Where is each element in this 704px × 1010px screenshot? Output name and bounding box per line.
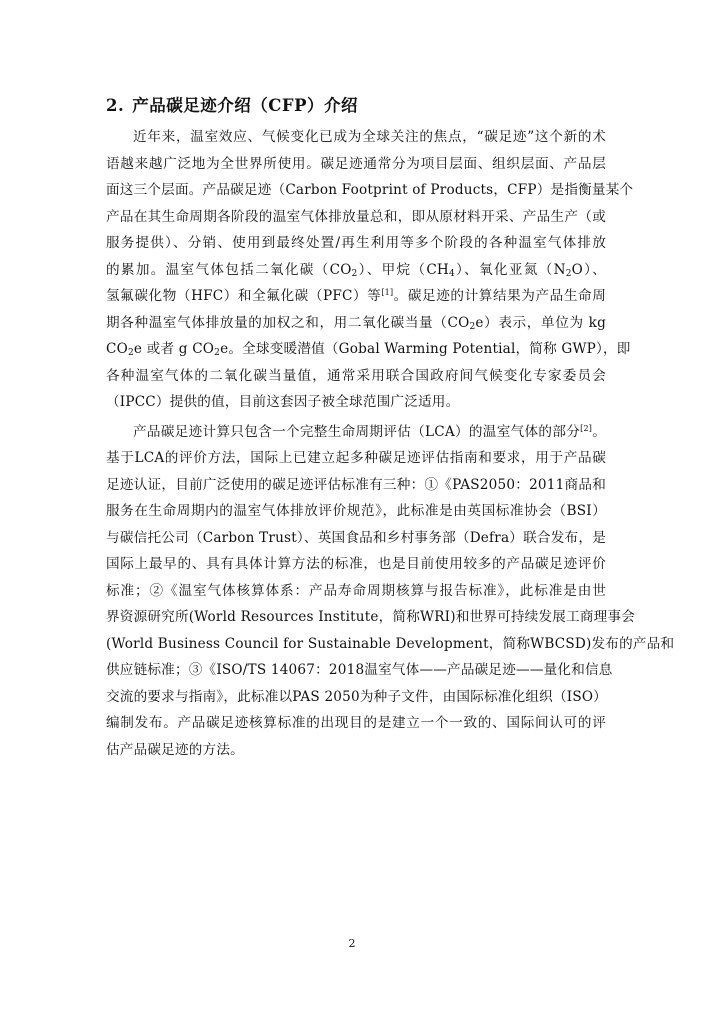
text-fragment: e）表示，单位为 kg (475, 314, 606, 331)
subscript: 2 (214, 348, 221, 358)
text-line (106, 283, 606, 310)
text-line: 供应链标准；③《ISO/TS 14067：2018温室气体——产品碳足迹——量化和信息 (106, 662, 613, 678)
section-heading (106, 92, 358, 116)
text-line: 服务在生命周期内的温室气体排放评价规范》，此标准是由英国标准协会（BSI） (106, 503, 606, 519)
subscript: 2 (565, 268, 572, 279)
text-line: (World Business Council for Sustainable Development，简称WBCSD)发布的产品和 (106, 635, 675, 652)
paragraph-intro (106, 124, 634, 416)
text-fragment: CO (106, 341, 128, 357)
text-line: 近年来，温室效应、气候变化已成为全球关注的焦点，“碳足迹”这个新的术 (133, 129, 606, 145)
text-line (106, 336, 631, 363)
text-fragment: ）、甲烷（CH (357, 261, 449, 278)
text-line: 与碳信托公司（Carbon Trust）、英国食品和乡村事务部（Defra）联合发布，是 (106, 529, 606, 546)
text-fragment: 期各种温室气体排放量的加权之和，用二氧化碳当量（CO (106, 314, 470, 331)
text-fragment: 氢氟碳化物（HFC）和全氟化碳（PFC）等 (106, 288, 382, 304)
text-line: 产品在其生命周期各阶段的温室气体排放量总和，即从原材料开采、产品生产（或 (106, 208, 606, 225)
subscript: 2 (469, 321, 476, 332)
subscript: 2 (351, 268, 358, 279)
text-line: 语越来越广泛地为全世界所使用。碳足迹通常分为项目层面、组织层面、产品层 (106, 155, 606, 172)
text-line: 面这三个层面。产品碳足迹（Carbon Footprint of Products，CFP）是指衡量某个 (106, 182, 634, 198)
paragraph-standards (106, 419, 675, 764)
text-line: 界资源研究所(World Resources Institute，简称WRI)和世界可持续发展工商理事会 (106, 609, 636, 625)
text-line (106, 310, 606, 337)
text-line: 交流的要求与指南》，此标准以PAS 2050为种子文件，由国际标准化组织（ISO） (106, 688, 607, 705)
text-line: 基于LCA的评价方法，国际上已建立起多种碳足迹评估指南和要求，用于产品碳 (106, 450, 606, 466)
text-line: 估产品碳足迹的方法。 (106, 741, 244, 758)
subscript: 2 (127, 348, 134, 358)
text-line: 服务提供）、分销、使用到最终处置/再生利用等多个阶段的各种温室气体排放 (106, 235, 606, 251)
section-number: 2. (106, 96, 125, 115)
text-fragment: ）、氧化亚氮（N (454, 261, 566, 278)
text-fragment: e。全球变暖潜值（Gobal Warming Potential，简称 GWP），即 (220, 341, 631, 357)
text-line: 标准；②《温室气体核算体系：产品寿命周期核算与报告标准》，此标准是由世 (106, 582, 606, 599)
text-fragment: 的累加。温室气体包括二氧化碳（CO (106, 261, 352, 278)
section-title: 产品碳足迹介绍（CFP）介绍 (132, 96, 358, 115)
subscript: 4 (449, 268, 455, 279)
text-fragment: 。 (592, 423, 607, 440)
citation-ref: [1] (381, 288, 394, 297)
text-line (106, 419, 606, 446)
body-text (106, 124, 675, 763)
text-line: 国际上最早的、具有具体计算方法的标准，也是目前使用较多的产品碳足迹评价 (106, 556, 606, 572)
text-fragment: 产品碳足迹计算只包含一个完整生命周期评估（LCA）的温室气体的部分 (133, 423, 581, 440)
citation-ref: [2] (580, 423, 593, 433)
text-line: 编制发布。产品碳足迹核算标准的出现目的是建立一个一致的、国际间认可的评 (106, 715, 606, 731)
text-fragment: O）、 (571, 261, 606, 278)
text-line: 足迹认证，目前广泛使用的碳足迹评估标准有三种：①《PAS2050：2011商品和 (106, 476, 606, 493)
text-line (106, 257, 606, 284)
text-fragment: 。碳足迹的计算结果为产品生命周 (393, 288, 607, 304)
text-line: 各种温室气体的二氧化碳当量值，通常采用联合国政府间气候变化专家委员会 (106, 367, 606, 384)
text-line: （IPCC）提供的值，目前这套因子被全球范围广泛适用。 (106, 394, 460, 410)
page-number: 2 (348, 937, 356, 950)
text-fragment: e 或者 g CO (133, 341, 215, 357)
